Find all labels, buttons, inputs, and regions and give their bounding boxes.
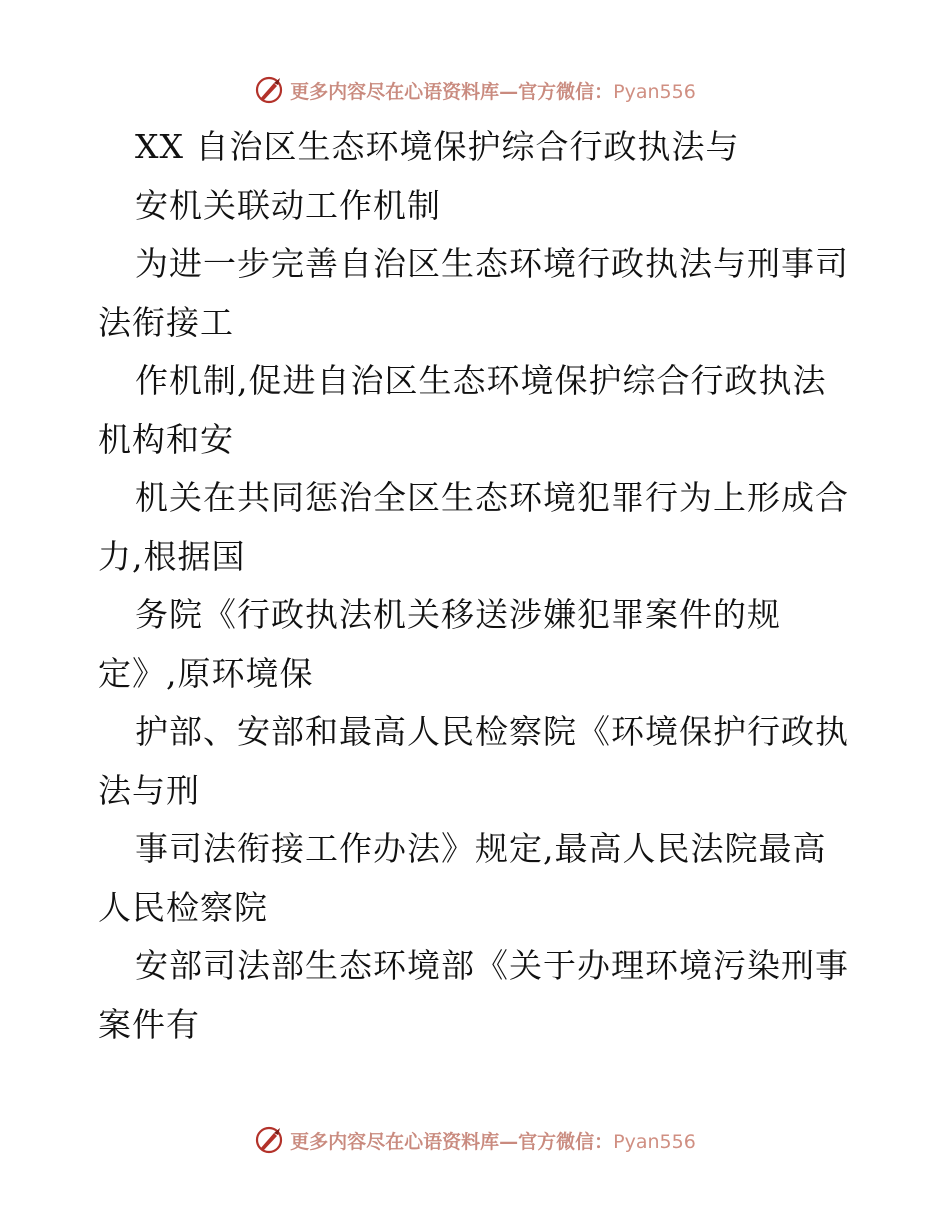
paragraph-line: 事司法衔接工作办法》规定,最高人民法院最高: [135, 829, 827, 868]
footer-banner-text: [290, 1127, 696, 1154]
paragraph-line: 安部司法部生态环境部《关于办理环境污染刑事: [135, 946, 849, 985]
footer-contact: Pyan556: [613, 1130, 696, 1153]
paragraph-line: 为进一步完善自治区生态环境行政执法与刑事司: [135, 244, 849, 283]
header-contact: Pyan556: [613, 80, 696, 103]
header-banner-text: [290, 77, 696, 104]
document-body: [98, 118, 868, 1054]
quill-pen-logo-icon: [254, 75, 284, 105]
paragraph-line: 机构和安: [98, 419, 234, 459]
paragraph-line: 法与刑: [98, 770, 200, 810]
paragraph-line: 务院《行政执法机关移送涉嫌犯罪案件的规: [135, 595, 781, 634]
quill-pen-logo-icon: [254, 1125, 284, 1155]
paragraph-line: 力,根据国: [98, 536, 246, 576]
paragraph-line: 定》,原环境保: [98, 653, 314, 693]
paragraph-line: 护部、安部和最高人民检察院《环境保护行政执: [135, 712, 849, 751]
paragraph-line: 作机制,促进自治区生态环境保护综合行政执法: [135, 361, 827, 400]
paragraph-line: 法衔接工: [98, 302, 234, 342]
header-slogan: 更多内容尽在心语资料库—官方微信：: [290, 80, 614, 103]
footer-slogan: 更多内容尽在心语资料库—官方微信：: [290, 1130, 614, 1153]
paragraph-line: 案件有: [98, 1004, 200, 1044]
header-banner: [0, 70, 950, 110]
footer-banner: [0, 1120, 950, 1160]
paragraph-line: 机关在共同惩治全区生态环境犯罪行为上形成合: [135, 478, 849, 517]
paragraph-line: 人民检察院: [98, 887, 268, 927]
document-title-line-1: XX 自治区生态环境保护综合行政执法与: [135, 127, 740, 166]
document-title-line-2: 安机关联动工作机制: [135, 185, 441, 225]
